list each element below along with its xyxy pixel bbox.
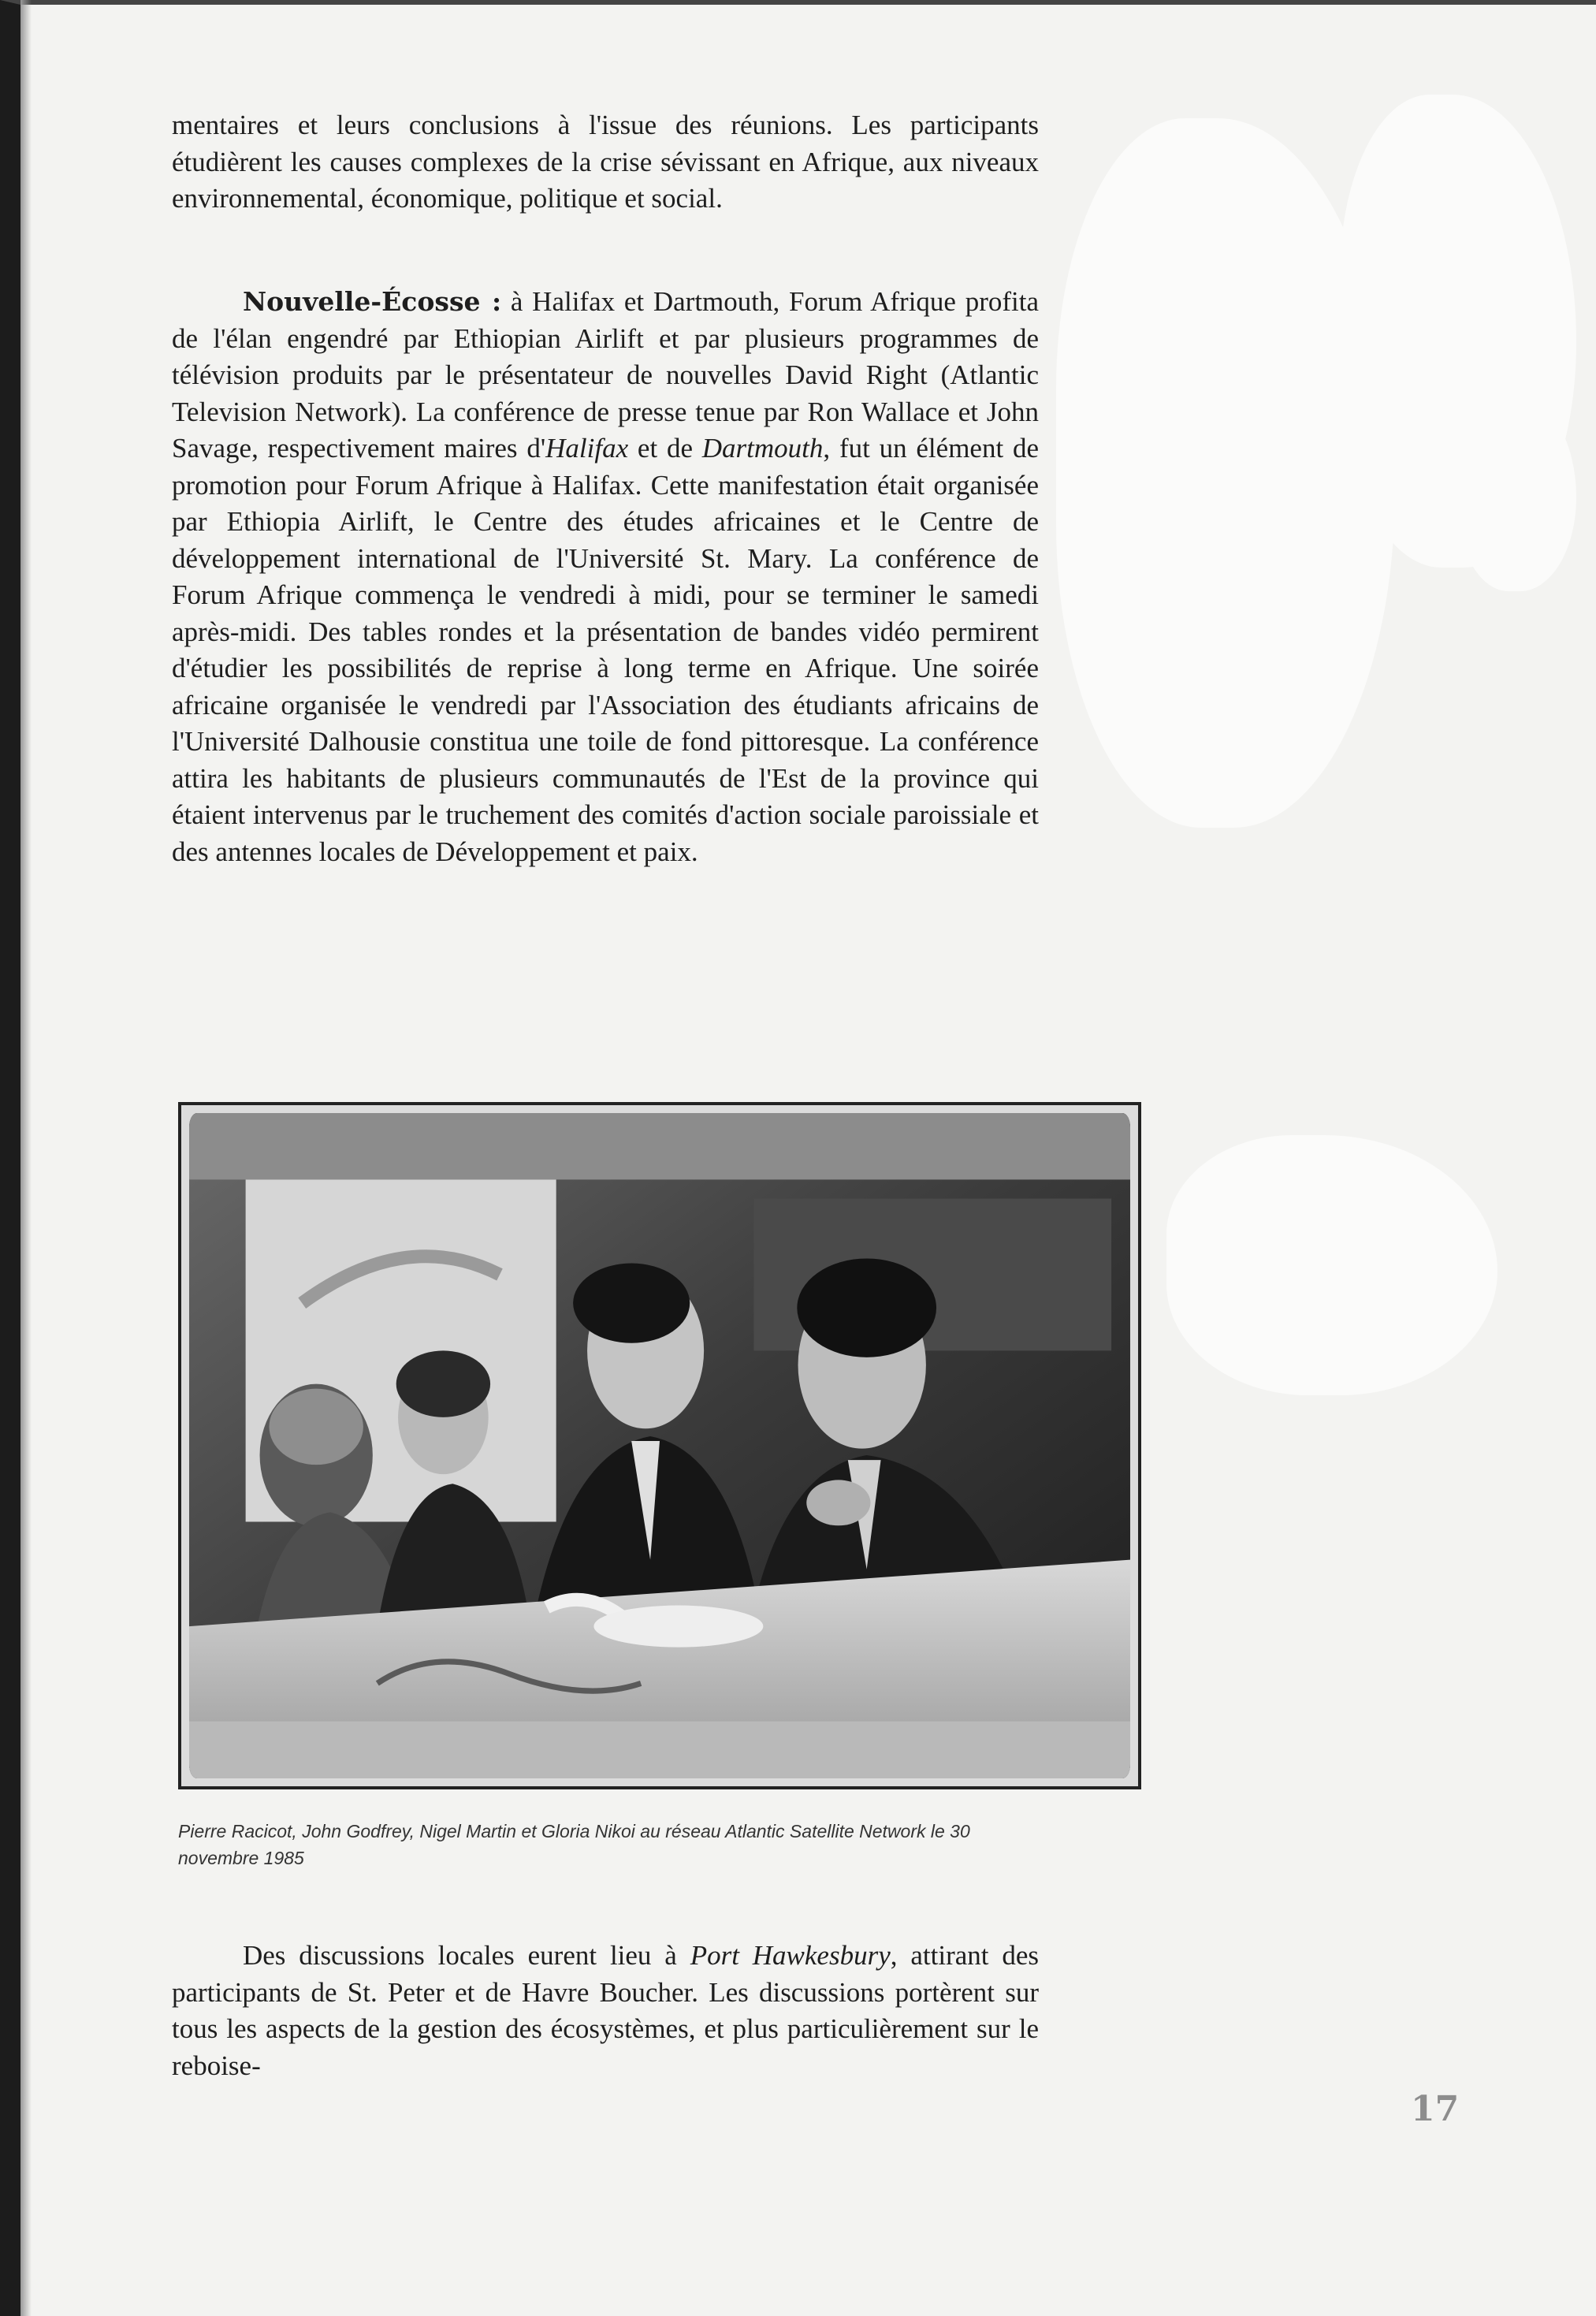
paragraph-2-text-a: à Halifax et Dartmouth, Forum Afrique profita de l'élan engendré par Ethiopian Airlift et par plusieurs programmes de télévision produits par le présentateur de nouvelles David Right (Atlantic Television Network). La conférence de presse tenue par Ron Wallace et John Savage, respectivement maires d' xyxy=(172,286,1039,464)
paragraph-2 xyxy=(172,284,1039,870)
paragraph-continuation xyxy=(172,107,1039,218)
page-number: 17 xyxy=(1411,2089,1460,2129)
paragraph-2-text-b: et de xyxy=(628,433,702,464)
paragraph-3-text-a: Des discussions locales eurent lieu à xyxy=(243,1940,690,1971)
place-halifax: Halifax xyxy=(545,433,629,464)
paragraph-3-text-b: , attirant des participants de St. Peter et de Havre Boucher. Les discussions portèrent sur tous les aspects de la gestion des écosystèmes, et plus particulièrement sur le reboise- xyxy=(172,1940,1039,2081)
paragraph-port-hawkesbury xyxy=(172,1938,1039,2084)
place-port-hawkesbury: Port Hawkesbury xyxy=(690,1940,891,1971)
paragraph-2-text-c: , fut un élément de promotion pour Forum Afrique à Halifax. Cette manifestation était organisée par Ethiopia Airlift, le Centre des études africaines et le Centre de développement international de l'Université St. Mary. La conférence de Forum Afrique commença le vendredi à midi, pour se terminer le samedi après-midi. Des tables rondes et la présentation de bandes vidéo permirent d'étudier les possibilités de reprise à long terme en Afrique. Une soirée africaine organisée le vendredi par l'Association des étudiants africains de l'Université Dalhousie constitua une toile de fond pittoresque. La conférence attira les habitants de plusieurs communautés de l'Est de la province qui étaient intervenus par le truchement des comités d'action sociale paroissiale et des antennes locales de Développement et paix. xyxy=(172,433,1039,867)
press-conference-photo xyxy=(189,1113,1130,1778)
place-dartmouth: Dartmouth xyxy=(701,433,824,464)
paragraph-1: mentaires et leurs conclusions à l'issue des réunions. Les participants étudièrent les causes complexes de la crise sévissant en Afrique, aux niveaux environnemental, économique, politique et social. xyxy=(172,110,1039,214)
photo-illustration xyxy=(189,1113,1130,1778)
photo-caption: Pierre Racicot, John Godfrey, Nigel Martin et Gloria Nikoi au réseau Atlantic Satellite Network le 30 novembre 1985 xyxy=(178,1821,970,1868)
photo-frame xyxy=(178,1102,1141,1789)
section-lead: Nouvelle-Écosse : xyxy=(243,286,502,317)
page-edge-shadow xyxy=(20,0,32,2316)
paragraph-nova-scotia xyxy=(172,284,1039,870)
paragraph-3 xyxy=(172,1938,1039,2084)
